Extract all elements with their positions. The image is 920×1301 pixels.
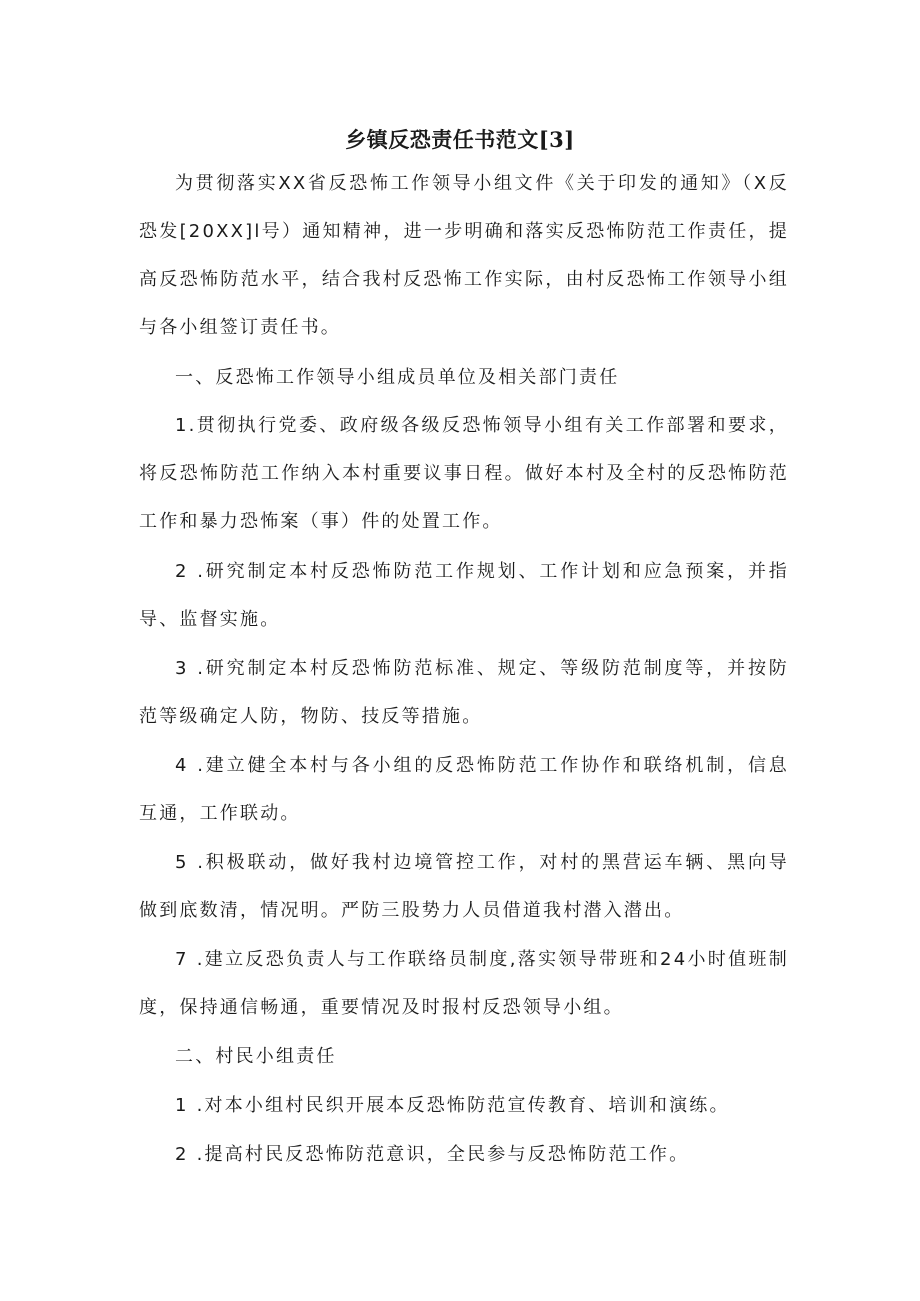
intro-paragraph: 为贯彻落实XX省反恐怖工作领导小组文件《关于印发的通知》（X反恐发[20XX]l号）通知精神，进一步明确和落实反恐怖防范工作责任，提高反恐怖防范水平，结合我村反恐怖工作实际，由村反恐怖工作领导小组与各小组签订责任书。 [139,173,789,338]
paragraph-item-1-5: 5 .积极联动，做好我村边境管控工作，对村的黑营运车辆、黑向导做到底数清，情况明。严防三股势力人员借道我村潜入潜出。 [139,852,789,921]
paragraph-item-1-7: 7 .建立反恐负责人与工作联络员制度,落实领导带班和24小时值班制度，保持通信畅通，重要情况及时报村反恐领导小组。 [139,949,789,1018]
paragraph-item-1-1: 1.贯彻执行党委、政府级各级反恐怖领导小组有关工作部署和要求，将反恐怖防范工作纳入本村重要议事日程。做好本村及全村的反恐怖防范工作和暴力恐怖案（事）件的处置工作。 [139,415,789,532]
document-title: 乡镇反恐责任书范文[3] [345,127,575,152]
paragraph-item-1-4: 4 .建立健全本村与各小组的反恐怖防范工作协作和联络机制，信息互通，工作联动。 [139,755,789,824]
section-heading-1: 一、反恐怖工作领导小组成员单位及相关部门责任 [175,367,620,388]
paragraph-item-1-2: 2 .研究制定本村反恐怖防范工作规划、工作计划和应急预案，并指导、监督实施。 [139,561,789,630]
section-heading-2: 二、村民小组责任 [175,1046,337,1067]
paragraph-item-2-2: 2 .提高村民反恐怖防范意识，全民参与反恐怖防范工作。 [175,1144,690,1165]
paragraph-item-2-1: 1 .对本小组村民织开展本反恐怖防范宣传教育、培训和演练。 [175,1095,730,1116]
paragraph-item-1-3: 3 .研究制定本村反恐怖防范标准、规定、等级防范制度等，并按防范等级确定人防，物防、技反等措施。 [139,658,789,727]
